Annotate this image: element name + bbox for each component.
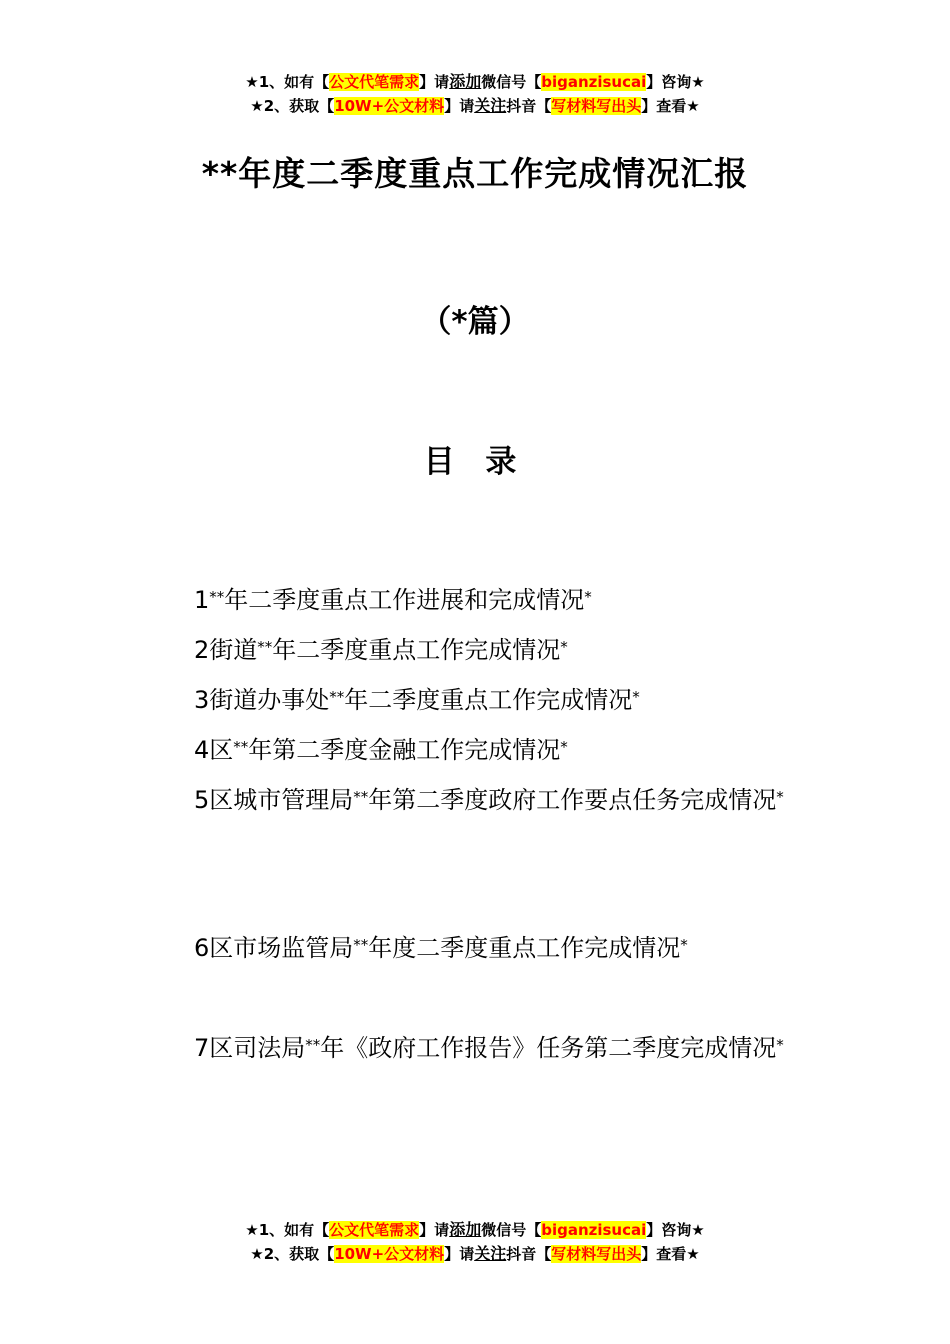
banner-line-2: ★2、获取【10W+公文材料】请关注抖音【写材料写出头】查看★ [250,1244,700,1263]
wechat-id-highlight: biganzisucai [541,1221,647,1239]
header-banner [0,70,950,118]
wechat-id-highlight: biganzisucai [541,73,647,91]
document-title: **年度二季度重点工作完成情况汇报 [201,154,749,193]
toc-item-1[interactable]: 1**年二季度重点工作进展和完成情况* [194,586,592,614]
banner-line-2: ★2、获取【10W+公文材料】请关注抖音【写材料写出头】查看★ [250,96,700,115]
toc-item-2[interactable]: 2街道**年二季度重点工作完成情况* [194,636,568,664]
banner-line-1: ★1、如有【公文代笔需求】请添加微信号【biganzisucai】咨询★ [245,1220,705,1239]
toc-heading: 目 录 [423,444,527,480]
douyin-highlight: 写材料写出头 [551,1245,642,1263]
toc-item-5[interactable]: 5区城市管理局**年第二季度政府工作要点任务完成情况* [194,786,784,814]
service-highlight: 公文代笔需求 [329,1221,420,1239]
materials-highlight: 10W+公文材料 [334,97,445,115]
toc-item-6[interactable]: 6区市场监管局**年度二季度重点工作完成情况* [194,934,688,962]
toc-item-3[interactable]: 3街道办事处**年二季度重点工作完成情况* [194,686,640,714]
banner-line-1: ★1、如有【公文代笔需求】请添加微信号【biganzisucai】咨询★ [245,72,705,91]
toc-item-4[interactable]: 4区**年第二季度金融工作完成情况* [194,736,568,764]
toc-item-7[interactable]: 7区司法局**年《政府工作报告》任务第二季度完成情况* [194,1034,784,1062]
document-subtitle: （*篇） [420,304,530,340]
footer-banner [0,1218,950,1266]
douyin-highlight: 写材料写出头 [551,97,642,115]
materials-highlight: 10W+公文材料 [334,1245,445,1263]
service-highlight: 公文代笔需求 [329,73,420,91]
